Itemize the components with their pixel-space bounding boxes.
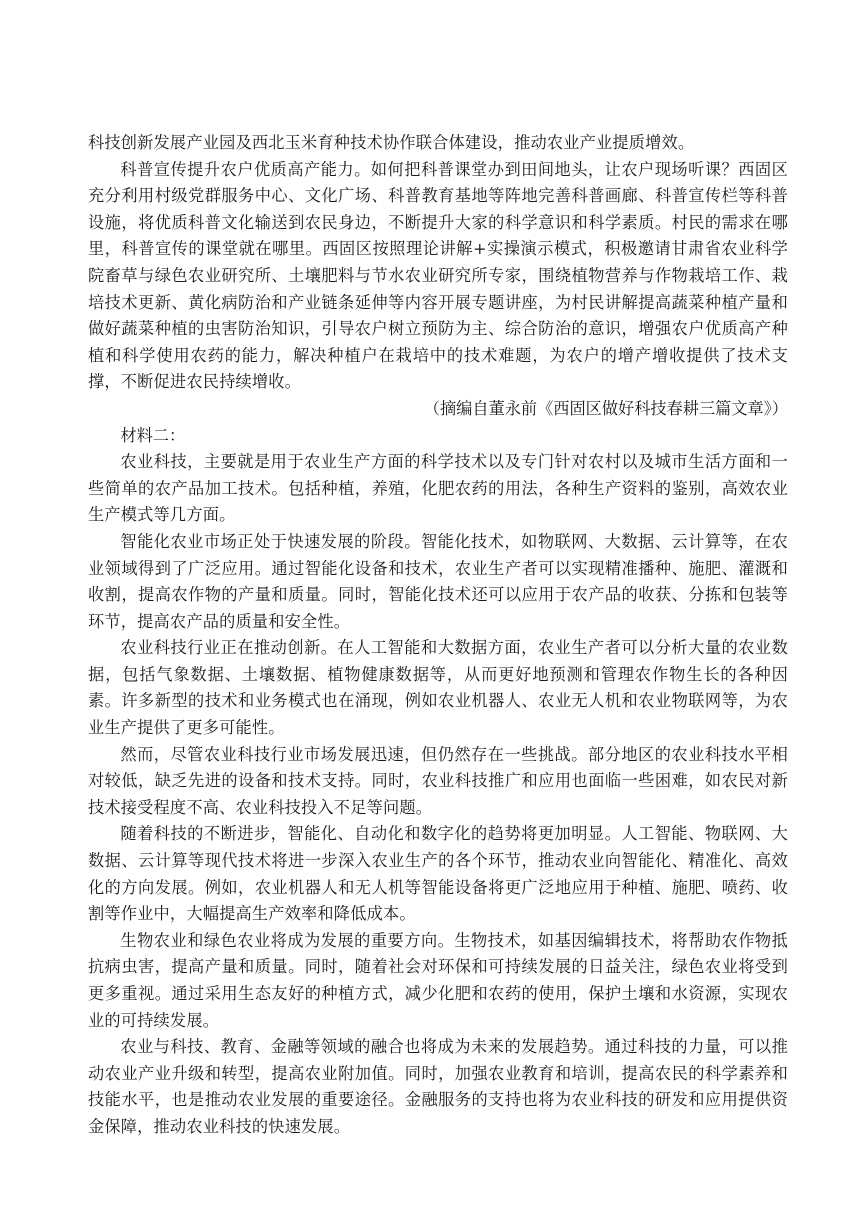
paragraph-innovation: 农业科技行业正在推动创新。在人工智能和大数据方面，农业生产者可以分析大量的农业数据，包括气象数据、土壤数据、植物健康数据等，从而更好地预测和管理农作物生长的各种因素。许多新型的技术和业务模式也在涌现，例如农业机器人、农业无人机和农业物联网等，为农业生产提供了更多可能性。	[88, 638, 788, 738]
paragraph-green-agriculture: 生物农业和绿色农业将成为发展的重要方向。生物技术，如基因编辑技术，将帮助农作物抵抗病虫害，提高产量和质量。同时，随着社会对环保和可持续发展的日益关注，绿色农业将受到更多重视。通过采用生态友好的种植方式，减少化肥和农药的使用，保护土壤和水资源，实现农业的可持续发展。	[88, 930, 788, 1030]
paragraph-science-popularization: 科普宣传提升农户优质高产能力。如何把科普课堂办到田间地头，让农户现场听课？西固区充分利用村级党群服务中心、文化广场、科普教育基地等阵地完善科普画廊、科普宣传栏等科普设施，将优质科普文化输送到农民身边，不断提升大家的科学意识和科学素质。村民的需求在哪里，科普宣传的课堂就在哪里。西固区按照理论讲解+实操演示模式，积极邀请甘肃省农业科学院畜草与绿色农业研究所、土壤肥料与节水农业研究所专家，围绕植物营养与作物栽培工作、栽培技术更新、黄化病防治和产业链条延伸等内容开展专题讲座，为村民讲解提高蔬菜种植产量和做好蔬菜种植的虫害防治知识，引导农户树立预防为主、综合防治的意识，增强农户优质高产种植和科学使用农药的能力，解决种植户在栽培中的技术难题，为农户的增产增收提供了技术支撑，不断促进农民持续增收。	[88, 159, 788, 392]
paragraph-trends: 随着科技的不断进步，智能化、自动化和数字化的趋势将更加明显。人工智能、物联网、大数据、云计算等现代技术将进一步深入农业生产的各个环节，推动农业向智能化、精准化、高效化的方向发展。例如，农业机器人和无人机等智能设备将更广泛地应用于种植、施肥、喷药、收割等作业中，大幅提高生产效率和降低成本。	[88, 824, 788, 924]
source-citation: （摘编自董永前《西固区做好科技春耕三篇文章》）	[423, 398, 788, 418]
paragraph-agri-tech-definition: 农业科技，主要就是用于农业生产方面的科学技术以及专门针对农村以及城市生活方面和一些简单的农产品加工技术。包括种植，养殖，化肥农药的用法，各种生产资料的鉴别，高效农业生产模式等几方面。	[88, 452, 788, 525]
paragraph-integration: 农业与科技、教育、金融等领域的融合也将成为未来的发展趋势。通过科技的力量，可以推动农业产业升级和转型，提高农业附加值。同时，加强农业教育和培训，提高农民的科学素养和技能水平，也是推动农业发展的重要途径。金融服务的支持也将为农业科技的研发和应用提供资金保障，推动农业科技的快速发展。	[88, 1037, 788, 1136]
paragraph-challenges: 然而，尽管农业科技行业市场发展迅速，但仍然存在一些挑战。部分地区的农业科技水平相对较低，缺乏先进的设备和技术支持。同时，农业科技推广和应用也面临一些困难，如农民对新技术接受程度不高、农业科技投入不足等问题。	[88, 744, 788, 817]
paragraph-smart-agriculture: 智能化农业市场正处于快速发展的阶段。智能化技术，如物联网、大数据、云计算等，在农业领域得到了广泛应用。通过智能化设备和技术，农业生产者可以实现精准播种、施肥、灌溉和收割，提高农作物的产量和质量。同时，智能化技术还可以应用于农产品的收获、分拣和包装等环节，提高农产品的质量和安全性。	[88, 531, 788, 631]
article-body	[88, 130, 788, 1141]
paragraph-continuation: 科技创新发展产业园及西北玉米育种技术协作联合体建设，推动农业产业提质增效。	[88, 133, 695, 152]
material-two-label: 材料二：	[120, 425, 186, 445]
